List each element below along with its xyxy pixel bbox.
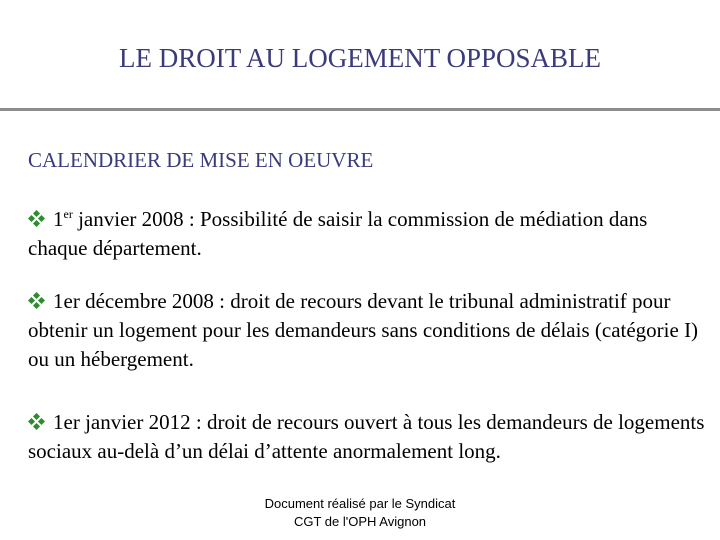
diamond-bullet-icon <box>28 292 45 309</box>
bullet-date: 1er décembre 2008 : <box>53 289 231 313</box>
bullet-item-2 <box>28 287 708 374</box>
section-heading: CALENDRIER DE MISE EN OEUVRE <box>28 148 374 172</box>
bullet-text: Possibilité de saisir la commission de médiation dans chaque département. <box>28 207 648 260</box>
footer-line-1: Document réalisé par le Syndicat <box>264 496 456 511</box>
bullet-date-superscript: er <box>63 207 73 221</box>
bullet-date: 1er janvier 2012 : <box>53 410 207 434</box>
title-divider <box>0 108 720 111</box>
bullet-item-3 <box>28 408 708 466</box>
bullet-item-1 <box>28 205 708 263</box>
footer-note <box>232 495 488 531</box>
footer-line-2: CGT de l'OPH Avignon <box>293 514 427 529</box>
bullet-text: droit de recours ouvert à tous les demandeurs de logements sociaux au-delà d’un délai d’attente anormalement long. <box>28 410 705 463</box>
bullet-date: 1 <box>53 207 64 231</box>
diamond-bullet-icon <box>28 413 45 430</box>
bullet-date-rest: janvier 2008 : <box>72 207 200 231</box>
bullet-text: droit de recours devant le tribunal administratif pour obtenir un logement pour les demandeurs sans conditions de délais (catégorie I) ou un hébergement. <box>28 289 699 371</box>
diamond-bullet-icon <box>28 210 45 227</box>
slide-title: LE DROIT AU LOGEMENT OPPOSABLE <box>118 43 602 73</box>
